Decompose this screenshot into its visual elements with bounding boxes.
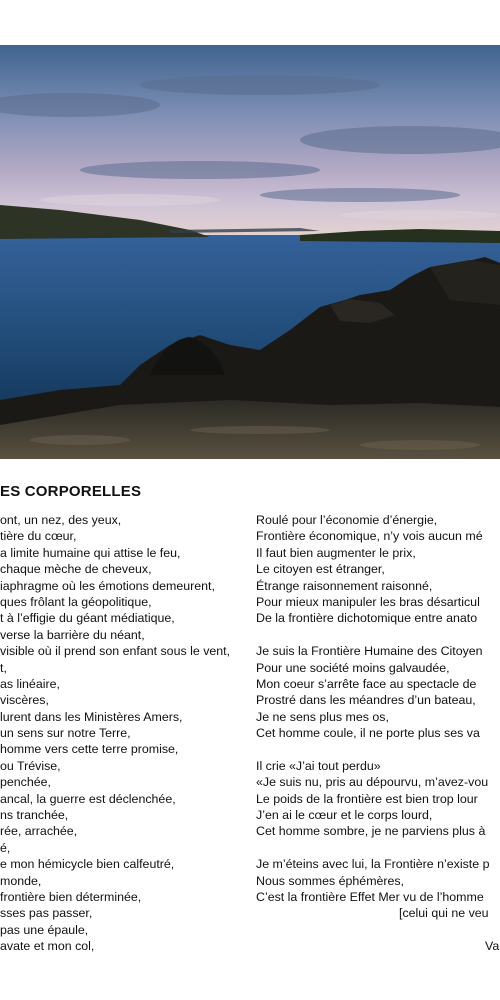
poem-line: Cet homme sombre, je ne parviens plus à [256, 824, 486, 839]
poem-line: Mon coeur s’arrête face au spectacle de [256, 676, 477, 691]
poem-line: un sens sur notre Terre, [0, 726, 131, 741]
lake-sunset-photo [0, 45, 500, 459]
poem-line: chaque mèche de cheveux, [0, 562, 152, 577]
poem-line: Frontière économique, n’y vois aucun mé [256, 529, 483, 544]
poem-line: Nous sommes éphémères, [256, 873, 405, 888]
poem-line: Cet homme coule, il ne porte plus ses va [256, 726, 480, 741]
poem-line: homme vers cette terre promise, [0, 742, 179, 757]
poem-line: Étrange raisonnement raisonné, [256, 578, 433, 593]
poem-right-column [256, 512, 500, 955]
poem-line: Il faut bien augmenter le prix, [256, 545, 416, 560]
poem-line: J’en ai le cœur et le corps lourd, [256, 808, 433, 823]
poem-line: Je suis la Frontière Humaine des Citoyen [256, 644, 483, 659]
poem-line: é, [0, 840, 11, 855]
poem-line: Pour une société moins galvaudée, [256, 660, 450, 675]
poem-line: ques frôlant la géopolitique, [0, 594, 152, 609]
poem-line: sses pas passer, [0, 906, 93, 921]
poem-signature: Va [485, 939, 500, 954]
poem-line: C’est la frontière Effet Mer vu de l’homme [256, 889, 484, 904]
poem-line: lurent dans les Ministères Amers, [0, 709, 183, 724]
poem-line: iaphragme où les émotions demeurent, [0, 578, 215, 593]
poem-line: De la frontière dichotomique entre anato [256, 611, 478, 626]
poem-line: rée, arrachée, [0, 824, 78, 839]
poem-line: ancal, la guerre est déclenchée, [0, 791, 176, 806]
poem-line: Il crie «J’ai tout perdu» [256, 758, 381, 773]
poem-line: t à l’effigie du géant médiatique, [0, 611, 175, 626]
poem-line: avate et mon col, [0, 939, 95, 954]
poem-line: ns tranchée, [0, 808, 69, 823]
poem-line: as linéaire, [0, 676, 60, 691]
poem-line: Je ne sens plus mes os, [256, 709, 389, 724]
poem-line: Je m’éteins avec lui, la Frontière n’existe p [256, 857, 490, 872]
poem-line: «Je suis nu, pris au dépourvu, m’avez-vou [256, 775, 489, 790]
poem-line: ont, un nez, des yeux, [0, 513, 122, 527]
poem-line: visible où il prend son enfant sous le vent, [0, 644, 231, 659]
poem-line: monde, [0, 873, 42, 888]
poem-line: pas une épaule, [0, 922, 89, 937]
poem-line: Pour mieux manipuler les bras désarticul [256, 594, 480, 609]
poem-line: verse la barrière du néant, [0, 627, 145, 642]
stanza-break [256, 840, 500, 856]
poem-line: [celui qui ne veu [399, 906, 489, 921]
poem-left-column [0, 512, 248, 955]
poem-line: Prostré dans les méandres d’un bateau, [256, 693, 476, 708]
poem-title: ES CORPORELLES [0, 483, 142, 500]
poem-line: Roulé pour l’économie d’énergie, [256, 513, 438, 527]
poem-line: viscères, [0, 693, 49, 708]
poem-line: Le citoyen est étranger, [256, 562, 385, 577]
poem-line: t, [0, 660, 7, 675]
poem-line: e mon hémicycle bien calfeutré, [0, 857, 175, 872]
poem-line: penchée, [0, 775, 51, 790]
poem-line: tière du cœur, [0, 529, 77, 544]
stanza-break [256, 627, 500, 643]
poem-line: Le poids de la frontière est bien trop lour [256, 791, 478, 806]
poem-line: frontière bien déterminée, [0, 889, 142, 904]
stanza-break [256, 922, 500, 938]
poem-line: a limite humaine qui attise le feu, [0, 545, 181, 560]
stanza-break [256, 741, 500, 757]
poem-line: ou Trévise, [0, 758, 61, 773]
